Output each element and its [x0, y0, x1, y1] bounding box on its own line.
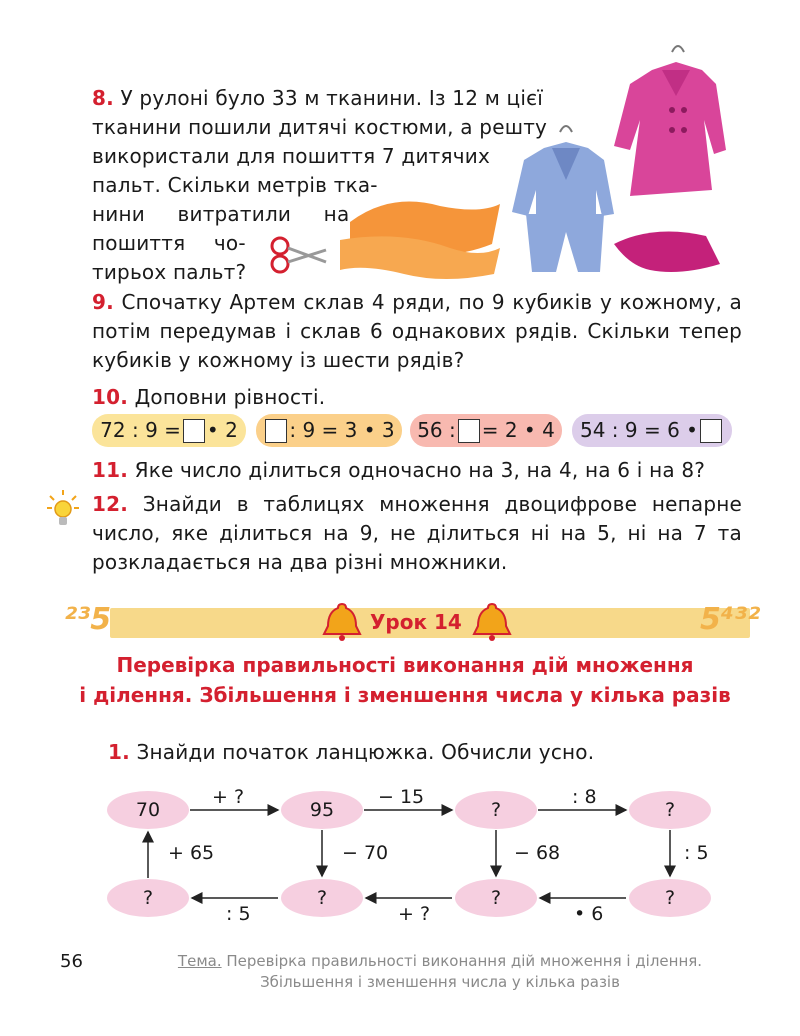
chain-node: ? [455, 879, 537, 917]
task-1 [108, 738, 594, 767]
chain-operation: : 5 [684, 842, 709, 864]
task-10 [92, 383, 325, 412]
task-8-line: використали для пошиття 7 дитячих [92, 144, 490, 168]
task-11-text: Яке число ділиться одночасно на 3, на 4, на 6 і на 8? [134, 458, 706, 482]
equation-1: 72 : 9 = • 2 [92, 414, 246, 447]
answer-box[interactable] [458, 419, 480, 443]
answer-box[interactable] [700, 419, 722, 443]
coat-image [614, 46, 726, 196]
task-1-text: Знайди початок ланцюжка. Обчисли усно. [136, 740, 595, 764]
answer-box[interactable] [265, 419, 287, 443]
task-8-line: У рулоні було 33 м тканини. Із 12 м цієї [120, 86, 544, 110]
chain-operation: + ? [398, 903, 431, 925]
lesson-title: Урок 14 [370, 610, 462, 634]
task-number: 9. [92, 290, 114, 314]
lesson-right-decoration: 5⁴³² [700, 602, 761, 637]
chain-operation: • 6 [574, 903, 604, 925]
answer-box[interactable] [183, 419, 205, 443]
chain-operation: − 15 [378, 786, 425, 808]
chain-node: ? [107, 879, 189, 917]
task-number: 10. [92, 385, 129, 409]
equation-3: 56 : = 2 • 4 [410, 414, 562, 447]
chain-start-node: 70 [107, 791, 189, 829]
task-8-line: нини витратили на [92, 202, 350, 226]
task-8-line: тирьох пальт? [92, 260, 247, 284]
task-number: 11. [92, 458, 129, 482]
task-9-text: Спочатку Артем склав 4 ряди, по 9 кубиків у кожному, а потім передумав і склав 6 однакових рядів. Скільки тепер кубиків у кожному із шести рядів? [92, 290, 742, 372]
equation-2: : 9 = 3 • 3 [256, 414, 402, 447]
task-11 [92, 456, 705, 485]
chain-operation: : 8 [572, 786, 597, 808]
chain-operation: : 5 [226, 903, 251, 925]
chain-node: ? [629, 791, 711, 829]
task-8-line: тканини пошили дитячі костюми, а решту [92, 115, 548, 139]
cloth-image [614, 232, 720, 273]
task-8-line: пальт. Скільки метрів тка- [92, 173, 378, 197]
task-10-text: Доповни рівності. [134, 385, 326, 409]
task-number: 1. [108, 740, 130, 764]
task-9 [92, 288, 742, 375]
lightbulb-icon [46, 488, 80, 532]
chain-operation: + ? [212, 786, 245, 808]
task-number: 12. [92, 492, 129, 516]
equation-4: 54 : 9 = 6 • [572, 414, 732, 447]
chain-node: ? [281, 879, 363, 917]
footer-topic: Тема. Перевірка правильності виконання дій множення і ділення. Збільшення і зменшення числа у кілька разів [177, 952, 703, 991]
page-number: 56 [60, 951, 83, 972]
chain-operation: − 70 [342, 842, 389, 864]
task-12 [92, 490, 742, 577]
lesson-left-decoration: ²³5 [64, 602, 112, 637]
task-8 [92, 84, 602, 287]
chain-node: 95 [281, 791, 363, 829]
chain-node: ? [455, 791, 537, 829]
chain-node: ? [629, 879, 711, 917]
bell-icon [322, 600, 362, 644]
chain-operation: + 65 [168, 842, 215, 864]
bell-icon [472, 600, 512, 644]
task-number: 8. [92, 86, 114, 110]
task-12-text: Знайди в таблицях множення двоцифрове непарне число, яке ділиться на 9, не ділиться ні на 5, ні на 7 та розкладається на два різні множники. [92, 492, 743, 574]
lesson-heading: Перевірка правильності виконання дій множення і ділення. Збільшення і зменшення числа у кілька разів [79, 653, 731, 707]
task-8-line: пошиття чо- [92, 231, 246, 255]
chain-operation: − 68 [514, 842, 561, 864]
